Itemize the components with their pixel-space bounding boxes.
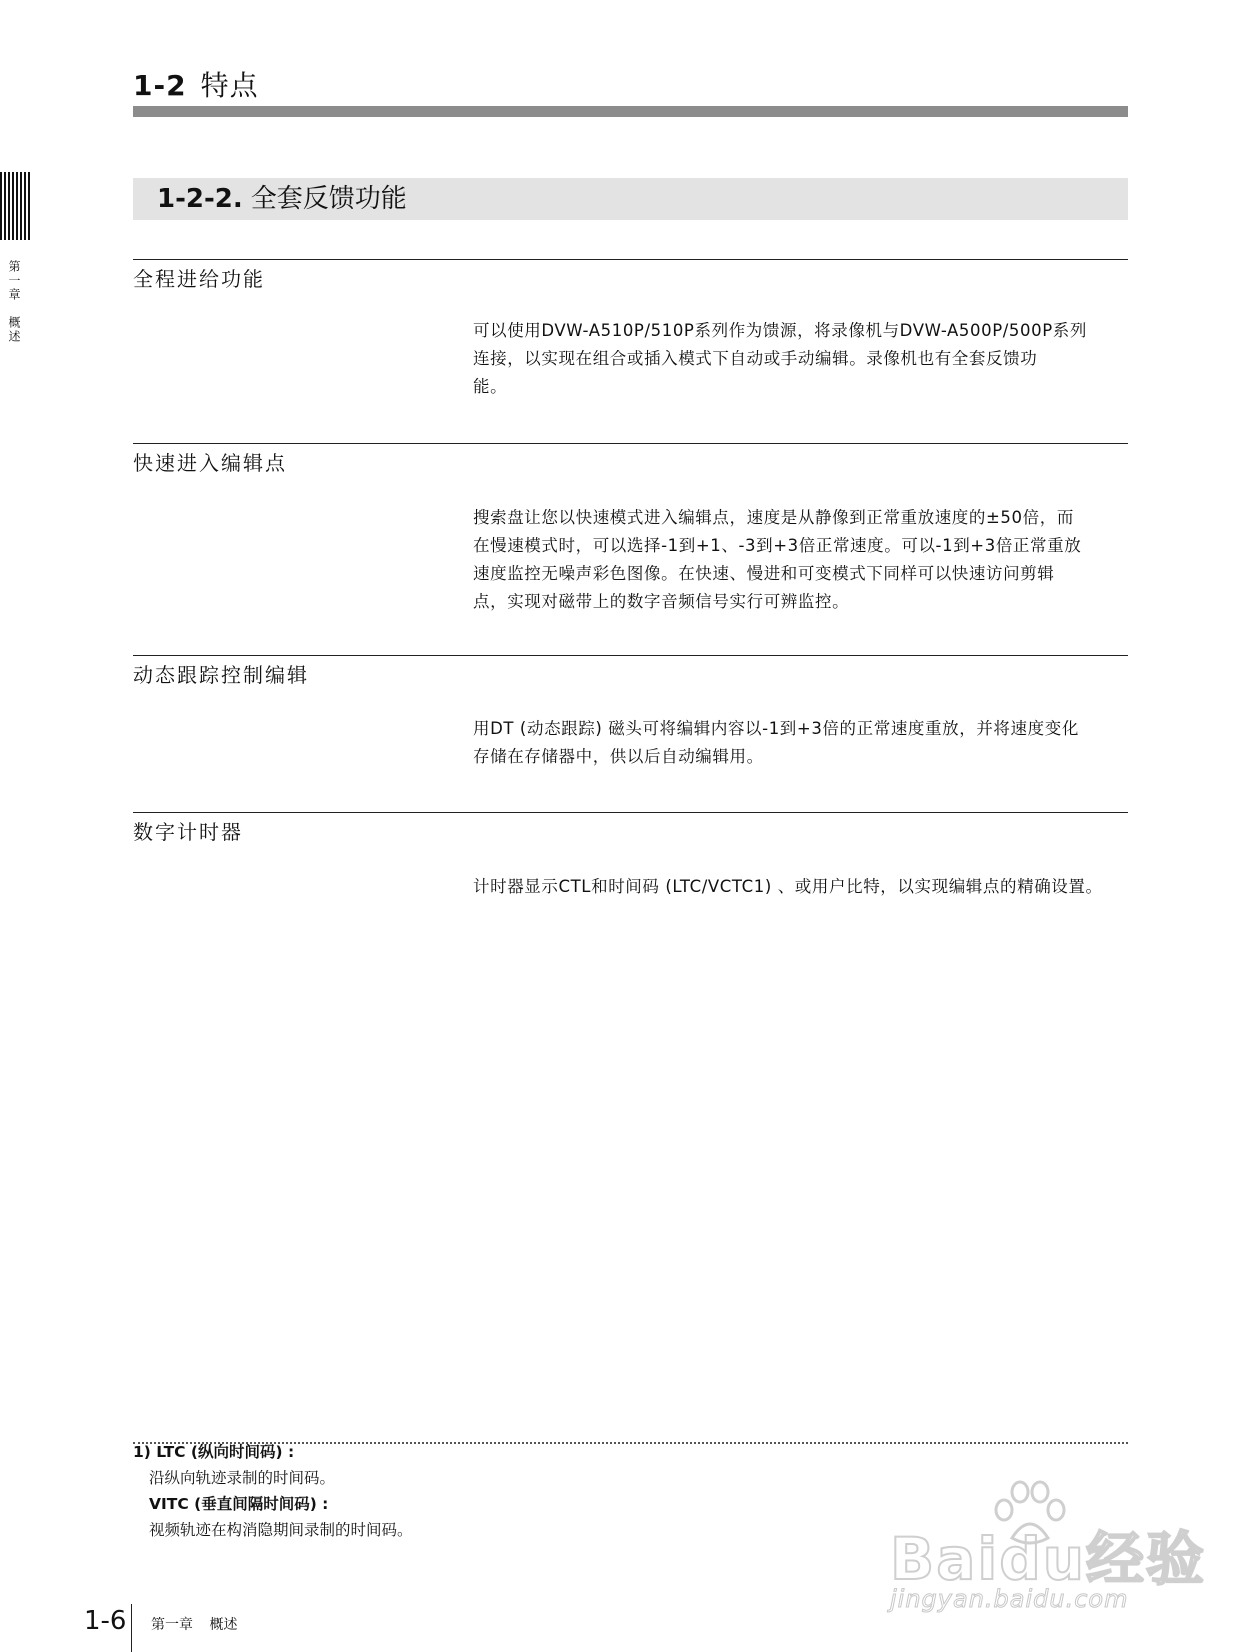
body-line: 用DT (动态跟踪) 磁头可将编辑内容以-1到+3倍的正常速度重放，并将速度变化	[473, 719, 1079, 738]
body-line: 在慢速模式时，可以选择-1到+1、-3到+3倍正常速度。可以-1到+3倍正常重放	[473, 536, 1082, 555]
feature-body	[473, 873, 1133, 901]
footnote-term-name: (纵向时间码) :	[185, 1443, 295, 1461]
feature-heading: 数字计时器	[133, 820, 243, 844]
feature-rule	[133, 443, 1128, 444]
body-line: 速度监控无噪声彩色图像。在快速、慢进和可变模式下同样可以快速访问剪辑	[473, 564, 1055, 583]
chapter-number: 1-2	[133, 69, 187, 102]
body-line: 点，实现对磁带上的数字音频信号实行可辨监控。	[473, 592, 850, 611]
body-line: 能。	[473, 377, 508, 396]
section-number: 1-2-2.	[157, 184, 243, 214]
side-tab-chapter: 第一章	[7, 260, 21, 302]
section-name: 全套反馈功能	[250, 184, 407, 214]
feature-body	[473, 715, 1133, 771]
chapter-title	[133, 64, 259, 104]
page-number: 1-6	[84, 1606, 127, 1636]
body-line: 存储在存储器中，供以后自动编辑用。	[473, 747, 764, 766]
feature-body	[473, 317, 1133, 401]
watermark-logo: Baidu经验	[890, 1525, 1207, 1593]
side-tab-label	[6, 260, 23, 352]
side-tab-title: 概述	[7, 315, 21, 344]
feature-heading: 动态跟踪控制编辑	[133, 663, 309, 687]
footer-chapter	[151, 1614, 237, 1634]
footnote-term: 1) LTC	[133, 1443, 186, 1461]
body-line: 连接，以实现在组合或插入模式下自动或手动编辑。录像机也有全套反馈功	[473, 349, 1038, 368]
footnote-ltc-desc: 沿纵向轨迹录制的时间码。	[149, 1469, 336, 1487]
feature-rule	[133, 812, 1128, 813]
footnote-term: VITC	[149, 1495, 189, 1513]
chapter-name: 特点	[200, 69, 259, 102]
chapter-rule	[133, 106, 1128, 117]
section-title	[157, 180, 407, 218]
side-tab-bars	[0, 172, 32, 240]
footnote-vitc-desc: 视频轨迹在构消隐期间录制的时间码。	[149, 1521, 413, 1539]
body-line: 计时器显示CTL和时间码 (LTC/VCTC1) 、或用户比特，以实现编辑点的精确设置。	[473, 877, 1103, 896]
feature-heading: 快速进入编辑点	[133, 451, 287, 475]
body-line: 搜索盘让您以快速模式进入编辑点，速度是从静像到正常重放速度的±50倍，而	[473, 508, 1074, 527]
footer-title: 概述	[209, 1617, 238, 1633]
footnote-term-name: (垂直间隔时间码) :	[188, 1495, 329, 1513]
footer-chapter-label: 第一章	[151, 1617, 193, 1633]
watermark-url: jingyan.baidu.com	[890, 1585, 1129, 1613]
footnote-vitc	[149, 1491, 328, 1517]
feature-heading: 全程进给功能	[133, 267, 265, 291]
feature-rule	[133, 259, 1128, 260]
footer-divider	[131, 1604, 132, 1652]
footnote-ltc	[133, 1439, 294, 1465]
body-line: 可以使用DVW-A510P/510P系列作为馈源，将录像机与DVW-A500P/500P系列	[473, 321, 1087, 340]
feature-body	[473, 504, 1133, 616]
feature-rule	[133, 655, 1128, 656]
